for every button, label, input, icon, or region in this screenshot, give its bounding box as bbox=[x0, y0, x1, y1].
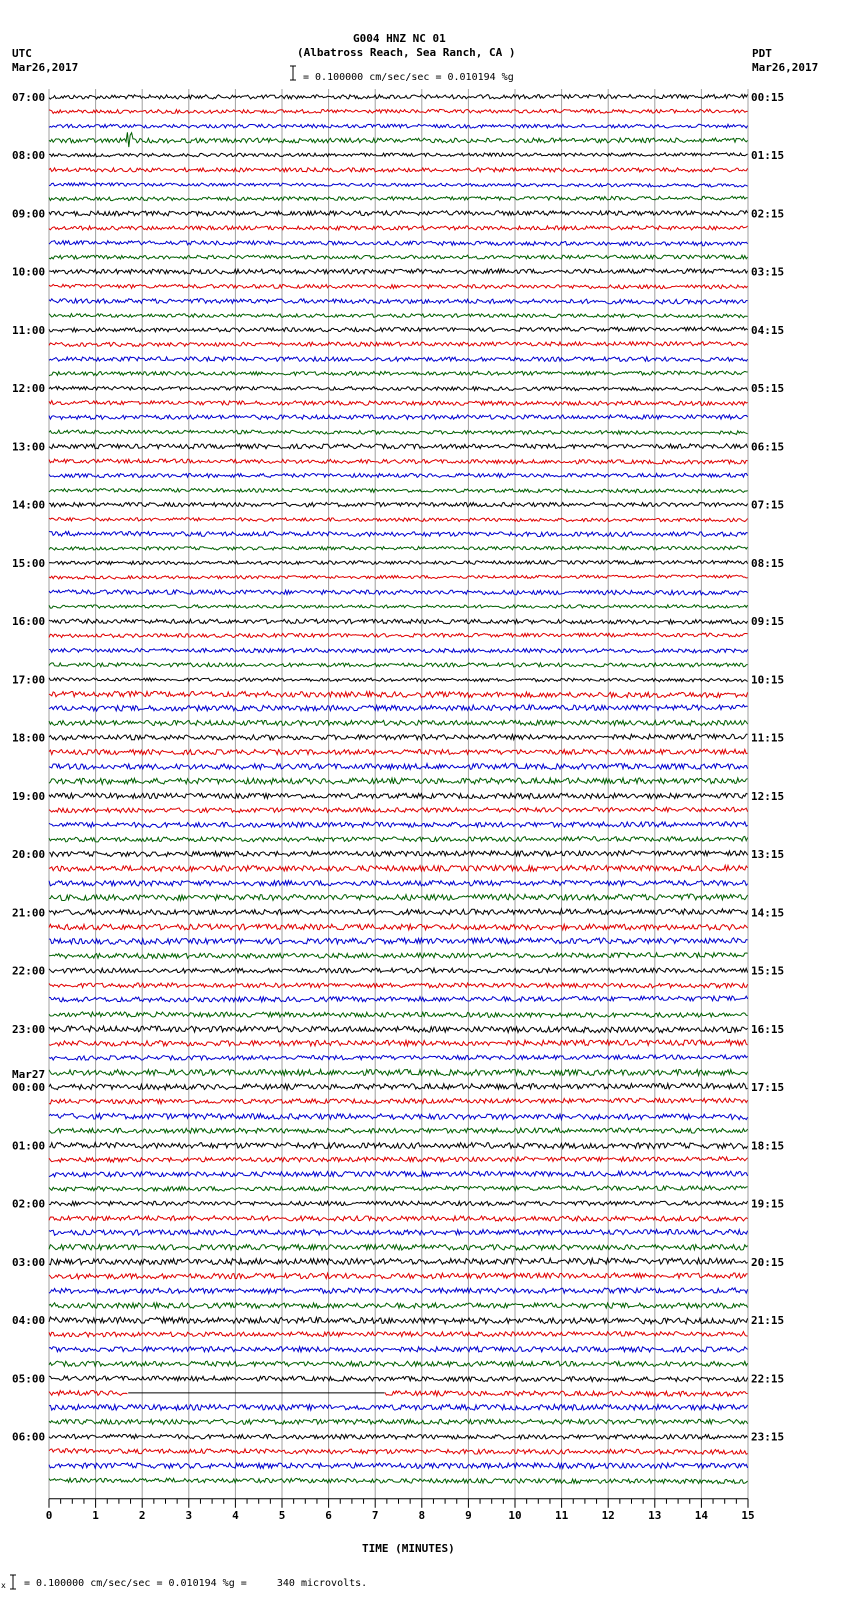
utc-hour-label: 04:00 bbox=[12, 1314, 46, 1328]
trace-row bbox=[49, 226, 748, 230]
trace-row bbox=[49, 1083, 748, 1089]
trace-row bbox=[49, 94, 748, 99]
trace-row bbox=[49, 1419, 748, 1424]
trace-row bbox=[49, 605, 748, 608]
trace-row bbox=[49, 1040, 748, 1046]
trace-row bbox=[49, 196, 748, 201]
trace-row bbox=[49, 284, 748, 289]
trace-row bbox=[49, 953, 748, 959]
x-tick-label: 14 bbox=[694, 1508, 709, 1522]
utc-hour-label: 01:00 bbox=[12, 1139, 46, 1153]
x-tick-label: 4 bbox=[232, 1508, 239, 1522]
trace-rows bbox=[49, 94, 748, 1483]
trace-row bbox=[49, 778, 748, 784]
trace-row bbox=[49, 1376, 748, 1382]
trace-row bbox=[49, 633, 748, 637]
pdt-hour-label: 12:15 bbox=[751, 789, 785, 803]
pdt-hour-label: 00:15 bbox=[751, 91, 785, 104]
x-axis-label: TIME (MINUTES) bbox=[362, 1542, 455, 1555]
utc-hour-label: 06:00 bbox=[12, 1430, 46, 1444]
trace-row bbox=[49, 327, 748, 332]
trace-row bbox=[49, 619, 748, 624]
trace-row bbox=[49, 561, 748, 565]
x-tick-label: 8 bbox=[418, 1508, 426, 1522]
pdt-hour-label: 01:15 bbox=[751, 149, 785, 163]
trace-row bbox=[49, 503, 748, 507]
trace-row bbox=[49, 1258, 748, 1264]
trace-row bbox=[49, 734, 748, 740]
x-tick-label: 12 bbox=[601, 1508, 615, 1522]
utc-hour-label: 10:00 bbox=[12, 265, 46, 279]
pdt-hour-label: 13:15 bbox=[751, 848, 785, 862]
trace-row bbox=[49, 705, 748, 711]
trace-row bbox=[49, 489, 748, 493]
right-timezone: PDT bbox=[752, 47, 772, 60]
utc-hour-label: 18:00 bbox=[12, 731, 46, 745]
trace-row bbox=[49, 1114, 748, 1120]
trace-row bbox=[49, 1361, 748, 1366]
pdt-hour-label: 14:15 bbox=[751, 906, 785, 920]
trace-row bbox=[49, 109, 748, 113]
pdt-hour-label: 17:15 bbox=[751, 1081, 785, 1095]
utc-hour-label: 09:00 bbox=[12, 207, 46, 221]
trace-row bbox=[49, 168, 748, 172]
trace-row bbox=[49, 575, 748, 579]
trace-row bbox=[49, 1463, 748, 1469]
pdt-hour-label: 19:15 bbox=[751, 1197, 785, 1211]
pdt-hour-label: 21:15 bbox=[751, 1314, 785, 1328]
utc-hour-label: 19:00 bbox=[12, 789, 46, 803]
x-tick-label: 3 bbox=[185, 1508, 193, 1522]
utc-hour-label: 07:00 bbox=[12, 91, 46, 104]
pdt-hour-label: 04:15 bbox=[751, 323, 785, 337]
trace-row bbox=[49, 1012, 748, 1018]
trace-row bbox=[49, 1026, 748, 1033]
trace-row bbox=[49, 415, 748, 420]
utc-hour-label: 22:00 bbox=[12, 964, 46, 978]
utc-hour-label: 12:00 bbox=[12, 382, 46, 396]
left-date: Mar26,2017 bbox=[12, 61, 79, 74]
pdt-hour-label: 23:15 bbox=[751, 1430, 785, 1444]
utc-hour-label: 14:00 bbox=[12, 498, 46, 512]
trace-row bbox=[49, 1070, 748, 1076]
utc-hour-label: 17:00 bbox=[12, 673, 46, 687]
x-tick-label: 7 bbox=[371, 1508, 379, 1522]
trace-row bbox=[49, 894, 748, 901]
scale-text: = 0.100000 cm/sec/sec = 0.010194 %g bbox=[303, 72, 514, 83]
x-tick-label: 2 bbox=[138, 1508, 146, 1522]
trace-row bbox=[49, 357, 748, 362]
trace-row bbox=[49, 1098, 748, 1104]
trace-row bbox=[49, 1449, 748, 1455]
trace-row bbox=[49, 1332, 748, 1337]
trace-row bbox=[49, 314, 748, 318]
utc-hour-label: 05:00 bbox=[12, 1372, 46, 1386]
trace-row bbox=[49, 1288, 748, 1294]
utc-hour-label: 21:00 bbox=[12, 906, 46, 920]
trace-row bbox=[49, 459, 748, 464]
pdt-hour-label: 11:15 bbox=[751, 731, 785, 745]
trace-row bbox=[49, 793, 748, 798]
x-tick-label: 5 bbox=[278, 1508, 286, 1522]
x-tick-label: 6 bbox=[325, 1508, 332, 1522]
trace-row bbox=[49, 1201, 748, 1206]
trace-row bbox=[49, 1317, 748, 1324]
scale-bar-icon bbox=[290, 66, 296, 80]
x-tick-label: 11 bbox=[554, 1508, 569, 1522]
trace-row bbox=[49, 1303, 748, 1309]
station-location: (Albatross Reach, Sea Ranch, CA ) bbox=[297, 46, 516, 59]
trace-row bbox=[49, 241, 748, 246]
utc-hour-label: 02:00 bbox=[12, 1197, 46, 1211]
trace-row bbox=[49, 1216, 748, 1221]
trace-row bbox=[49, 678, 748, 682]
chart-title: G004 HNZ NC 01 bbox=[353, 32, 446, 45]
trace-row bbox=[49, 983, 748, 988]
time-axis bbox=[46, 1499, 755, 1522]
date-change-label: Mar27 bbox=[12, 1068, 46, 1082]
trace-row bbox=[49, 822, 748, 828]
trace-row bbox=[49, 518, 748, 522]
trace-row bbox=[49, 865, 748, 871]
pdt-hour-label: 02:15 bbox=[751, 207, 785, 221]
pdt-hour-label: 10:15 bbox=[751, 673, 785, 687]
pdt-hour-label: 08:15 bbox=[751, 556, 785, 570]
trace-row bbox=[49, 1391, 748, 1397]
trace-row bbox=[49, 299, 748, 304]
pdt-hour-label: 20:15 bbox=[751, 1255, 785, 1269]
trace-row bbox=[49, 881, 748, 886]
trace-row bbox=[49, 1434, 748, 1439]
utc-hour-label: 11:00 bbox=[12, 323, 46, 337]
left-timezone: UTC bbox=[12, 47, 32, 60]
x-tick-label: 10 bbox=[508, 1508, 522, 1522]
pdt-hour-label: 15:15 bbox=[751, 964, 785, 978]
utc-hour-label: 08:00 bbox=[12, 149, 46, 163]
trace-row bbox=[49, 968, 748, 973]
trace-row bbox=[49, 269, 748, 274]
trace-row bbox=[49, 720, 748, 725]
trace-row bbox=[49, 648, 748, 652]
trace-row bbox=[49, 546, 748, 550]
trace-row bbox=[49, 124, 748, 128]
x-tick-label: 0 bbox=[45, 1508, 53, 1522]
trace-row bbox=[49, 1478, 748, 1484]
right-date: Mar26,2017 bbox=[752, 61, 819, 74]
pdt-hour-label: 05:15 bbox=[751, 382, 785, 396]
utc-hour-label: 20:00 bbox=[12, 848, 46, 862]
trace-row bbox=[49, 938, 748, 944]
trace-row bbox=[49, 996, 748, 1002]
trace-row bbox=[49, 663, 748, 667]
trace-row bbox=[49, 255, 748, 259]
trace-row bbox=[49, 1186, 748, 1191]
trace-row bbox=[49, 590, 748, 595]
x-tick-label: 1 bbox=[92, 1508, 99, 1522]
trace-row bbox=[49, 749, 748, 754]
trace-row bbox=[49, 211, 748, 216]
trace-row bbox=[49, 1143, 748, 1149]
trace-row bbox=[49, 473, 748, 477]
pdt-hour-label: 06:15 bbox=[751, 440, 785, 454]
utc-hour-label: 00:00 bbox=[12, 1081, 46, 1095]
trace-row bbox=[49, 444, 748, 449]
trace-row bbox=[49, 1157, 748, 1162]
trace-row bbox=[49, 386, 748, 390]
trace-row bbox=[49, 1171, 748, 1177]
utc-hour-label: 16:00 bbox=[12, 615, 46, 629]
trace-row bbox=[49, 1055, 748, 1060]
trace-row bbox=[49, 807, 748, 812]
trace-row bbox=[49, 371, 748, 376]
pdt-hour-label: 16:15 bbox=[751, 1022, 785, 1036]
trace-row bbox=[49, 1405, 748, 1411]
pdt-hour-label: 09:15 bbox=[751, 615, 785, 629]
trace-row bbox=[49, 1229, 748, 1235]
utc-hour-label: 13:00 bbox=[12, 440, 46, 454]
trace-row bbox=[49, 691, 748, 697]
trace-row bbox=[49, 764, 748, 770]
trace-row bbox=[49, 1273, 748, 1279]
trace-row bbox=[49, 924, 748, 930]
trace-row bbox=[49, 183, 748, 187]
trace-row bbox=[49, 132, 748, 147]
trace-row bbox=[49, 1347, 748, 1352]
utc-hour-label: 03:00 bbox=[12, 1255, 46, 1269]
trace-row bbox=[49, 532, 748, 537]
trace-row bbox=[49, 430, 748, 434]
trace-row bbox=[49, 153, 748, 157]
svg-text:x: x bbox=[1, 1581, 6, 1590]
x-tick-label: 13 bbox=[648, 1508, 662, 1522]
trace-row bbox=[49, 909, 748, 915]
pdt-hour-label: 07:15 bbox=[751, 498, 785, 512]
trace-row bbox=[49, 851, 748, 857]
trace-row bbox=[49, 836, 748, 842]
trace-row bbox=[49, 1245, 748, 1251]
footer-scale-bar-icon bbox=[1, 1575, 16, 1590]
utc-hour-label: 15:00 bbox=[12, 556, 46, 570]
x-tick-label: 15 bbox=[741, 1508, 755, 1522]
trace-row bbox=[49, 1128, 748, 1133]
x-tick-label: 9 bbox=[465, 1508, 472, 1522]
pdt-hour-label: 18:15 bbox=[751, 1139, 785, 1153]
trace-row bbox=[49, 342, 748, 347]
footer-scale-text: = 0.100000 cm/sec/sec = 0.010194 %g = 340 microvolts. bbox=[24, 1578, 368, 1589]
utc-hour-label: 23:00 bbox=[12, 1022, 46, 1036]
pdt-hour-label: 03:15 bbox=[751, 265, 785, 279]
pdt-hour-label: 22:15 bbox=[751, 1372, 785, 1386]
trace-row bbox=[49, 401, 748, 406]
